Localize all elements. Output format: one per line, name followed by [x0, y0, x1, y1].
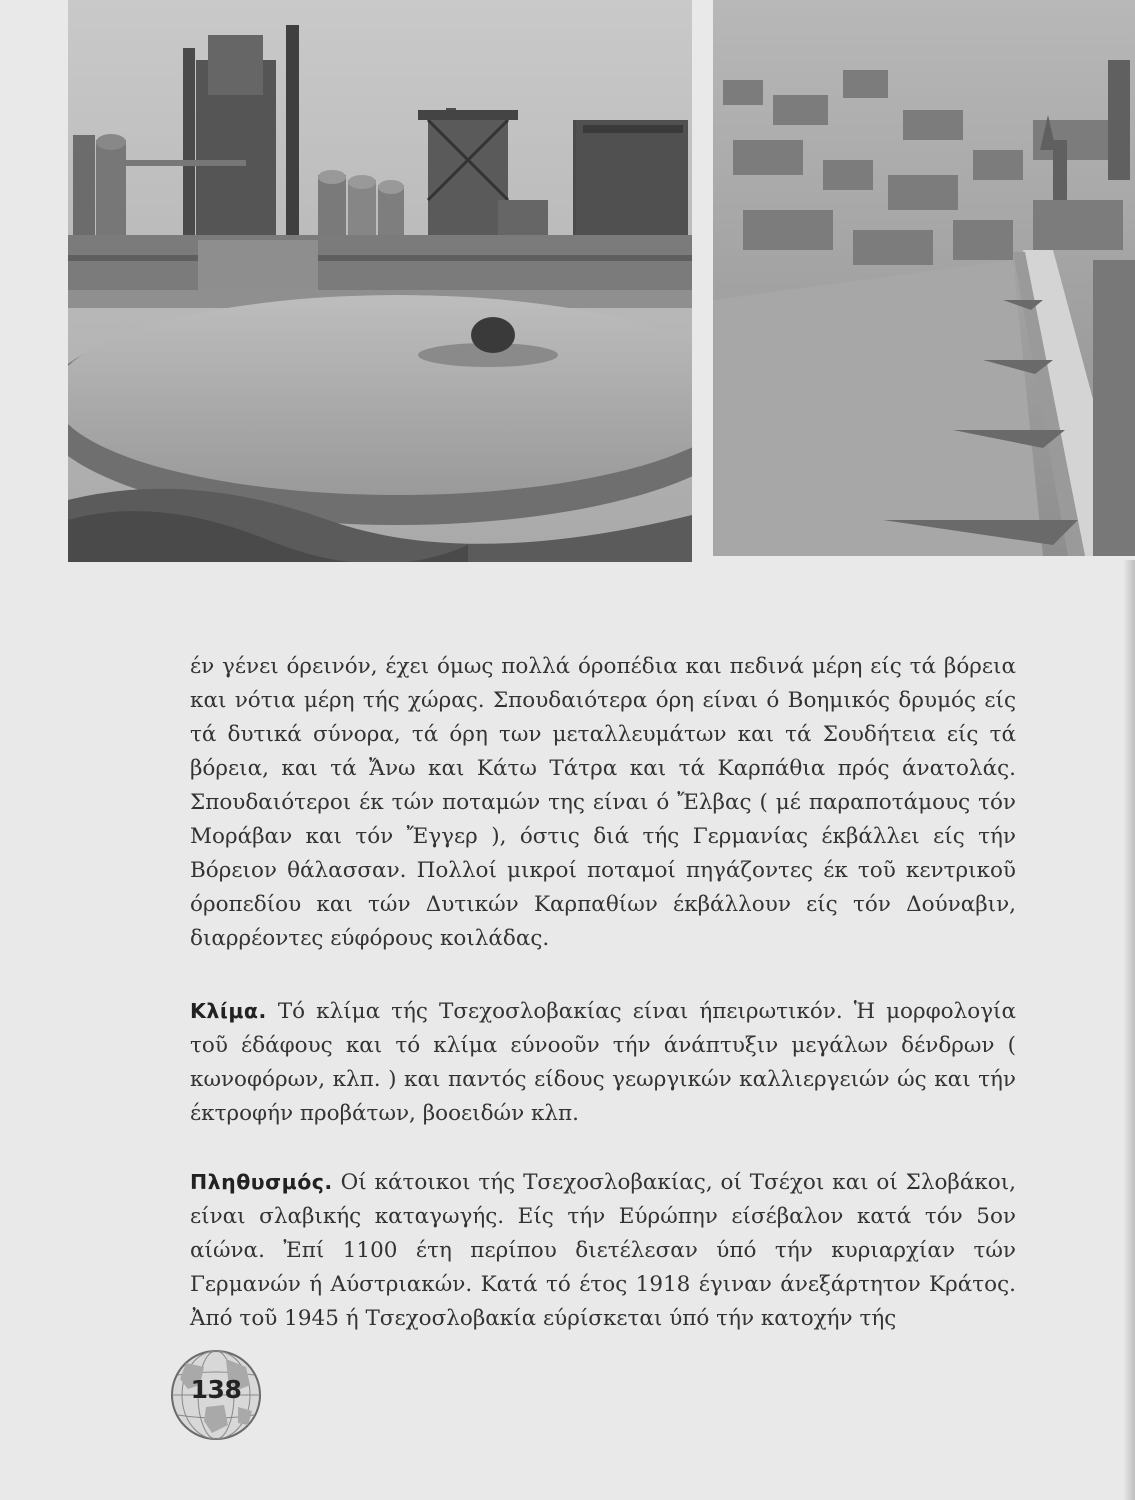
steelworks-photo	[68, 0, 692, 562]
steelworks-illustration	[68, 0, 692, 562]
city-bridge-illustration	[713, 0, 1135, 556]
binding-shadow	[1123, 560, 1135, 1500]
climate-text: Τό κλίμα τής Τσεχοσλοβακίας είναι ήπειρωτικόν. Ἡ μορφολογία τοῦ έδάφους και τό κλίμα εύνοοῦν τήν άνάπτυξιν μεγάλων δένδρων ( κωνοφόρων, κλπ. ) και παντός είδους γεωργικών καλλιεργειών ώς και τήν έκτροφήν προβάτων, βοοειδών κλπ.	[190, 999, 1016, 1126]
terrain-text: έν γένει όρεινόν, έχει όμως πολλά όροπέδια και πεδινά μέρη είς τά βόρεια και νότια μέρη τής χώρας. Σπουδαιότερα όρη είναι ό Βοημικός δρυμός είς τά δυτικά σύνορα, τά όρη των μεταλλευμάτων και τά Σουδήτεια είς τά βόρεια, και τά Ἄνω και Κάτω Τάτρα και τά Καρπάθια πρός άνατολάς. Σπουδαιότεροι έκ τών ποταμών της είναι ό Ἔλβας ( μέ παραποτάμους τόν Μοράβαν και τόν Ἔγγερ ), όστις διά τής Γερμανίας έκβάλλει είς τήν Βόρειον θάλασσαν. Πολλοί μικροί ποταμοί πηγάζοντες έκ τοῦ κεντρικοῦ όροπεδίου και τών Δυτικών Καρπαθίων έκβάλλουν είς τόν Δούναβιν, διαρρέοντες εύφόρους κοιλάδας.	[190, 654, 1016, 951]
city-bridge-photo	[713, 0, 1135, 556]
population-heading: Πληθυσμός.	[190, 1170, 333, 1194]
page-number: 138	[190, 1375, 242, 1404]
population-text: Οί κάτοικοι τής Τσεχοσλοβακίας, οί Τσέχοι και οί Σλοβάκοι, είναι σλαβικής καταγωγής. Είς τήν Εύρώπην είσέβαλον κατά τόν 5ον αίώνα. Ἐπί 1100 έτη περίπου διετέλεσαν ύπό τήν κυριαρχίαν τών Γερμανών ή Αύστριακών. Κατά τό έτος 1918 έγιναν άνεξάρτητον Κράτος. Ἀπό τοῦ 1945 ή Τσεχοσλοβακία εύρίσκεται ύπό τήν κατοχήν τής	[190, 1170, 1016, 1331]
population-paragraph	[190, 1165, 1016, 1336]
page-number-badge	[166, 1345, 266, 1445]
terrain-paragraph	[190, 650, 1016, 956]
climate-paragraph	[190, 994, 1016, 1131]
climate-heading: Κλίμα.	[190, 999, 267, 1023]
